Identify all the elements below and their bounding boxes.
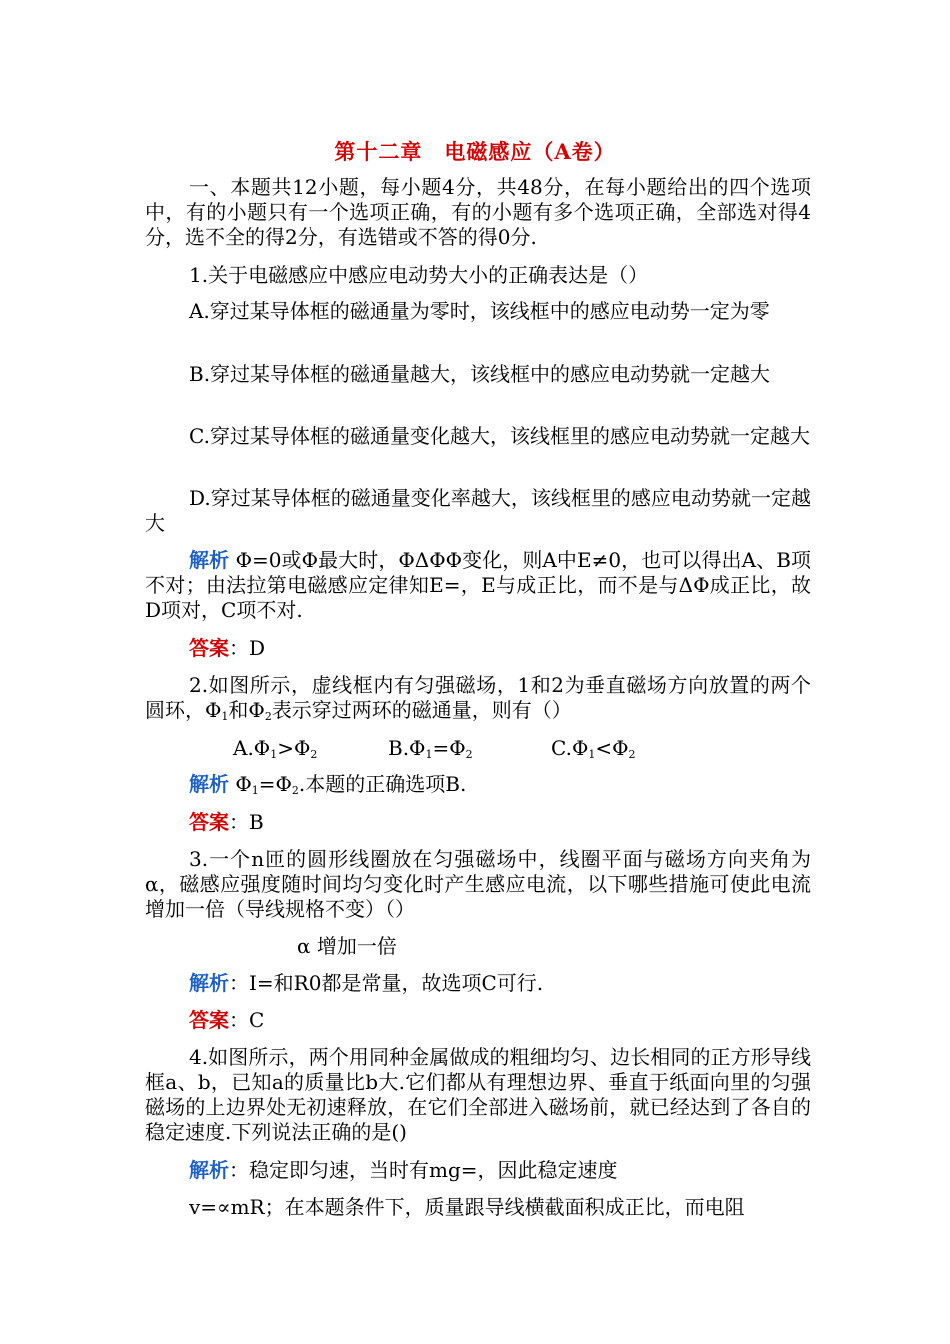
q1-option-d: D.穿过某导体框的磁通量变化率越大，该线框里的感应电动势就一定越大 <box>145 486 811 535</box>
q1-analysis <box>145 548 811 623</box>
analysis-label: 解析 <box>189 971 229 995</box>
answer-label: 答案 <box>189 1008 229 1032</box>
analysis-label: 解析 <box>189 772 229 796</box>
q1-option-c: C.穿过某导体框的磁通量变化越大，该线框里的感应电动势就一定越大 <box>189 424 810 448</box>
q1-answer <box>145 636 811 661</box>
answer-label: 答案 <box>189 810 229 834</box>
q2-stem: 2.如图所示，虚线框内有匀强磁场，1和2为垂直磁场方向放置的两个圆环，$\Phi_1$和$\Phi_2$表示穿过两环的磁通量，则有（） <box>145 673 811 723</box>
q2-option-c: $C.\Phi_1<\Phi_2$ <box>551 736 636 761</box>
analysis-text: ：稳定即匀速，当时有mg=，因此稳定速度 <box>229 1158 618 1182</box>
q4-continued-line: v=∝mR；在本题条件下，质量跟导线横截面积成正比，而电阻 <box>189 1195 745 1219</box>
answer-text: ：C <box>229 1008 265 1032</box>
q3-analysis <box>145 971 811 996</box>
q2-options <box>145 736 811 761</box>
chapter-title: 第十二章 电磁感应（A卷） <box>334 139 616 164</box>
answer-text: ：D <box>229 636 266 660</box>
q2-option-b: $B.\Phi_1=\Phi_2$ <box>388 736 473 761</box>
analysis-text: Φ=0或Φ最大时，ΦΔΦΦ变化，则A中E≠0，也可以得出A、B项不对；由法拉第电磁感应定律知E=，E与成正比，而不是与ΔΦ成正比，故D项对，C项不对. <box>145 548 811 622</box>
q1-stem: 1.关于电磁感应中感应电动势大小的正确表达是（） <box>189 263 649 287</box>
q1-option-b: B.穿过某导体框的磁通量越大，该线框中的感应电动势就一定越大 <box>189 362 771 386</box>
analysis-text: ：I=和R0都是常量，故选项C可行. <box>229 971 544 995</box>
q4-stem: 4.如图所示，两个用同种金属做成的粗细均匀、边长相同的正方形导线框a、b，已知a的质量比b大.它们都从有理想边界、垂直于纸面向里的匀强磁场的上边界处无初速释放，在它们全部进入磁场前，就已经达到了各自的稳定速度.下列说法正确的是() <box>145 1045 811 1144</box>
q4-analysis <box>145 1158 811 1183</box>
answer-text: ：B <box>229 810 264 834</box>
answer-label: 答案 <box>189 636 229 660</box>
q2-option-a: $A.\Phi_1>\Phi_2$ <box>233 736 318 761</box>
analysis-label: 解析 <box>189 548 230 572</box>
q3-stem: 3.一个n匝的圆形线圈放在匀强磁场中，线圈平面与磁场方向夹角为α，磁感应强度随时间均匀变化时产生感应电流，以下哪些措施可使此电流增加一倍（导线规格不变）（） <box>145 847 811 921</box>
instructions-paragraph: 一、本题共12小题，每小题4分，共48分，在每小题给出的四个选项中，有的小题只有一个选项正确，有的小题有多个选项正确，全部选对得4分，选不全的得2分，有选错或不答的得0分. <box>145 175 811 249</box>
q3-answer <box>145 1008 811 1033</box>
q2-answer <box>145 810 811 835</box>
analysis-label: 解析 <box>189 1158 229 1182</box>
q3-option: α 增加一倍 <box>297 934 397 958</box>
q1-option-a: A.穿过某导体框的磁通量为零时，该线框中的感应电动势一定为零 <box>189 299 770 323</box>
q2-analysis: 解析 $\Phi_1=\Phi_2$.本题的正确选项B. <box>189 772 467 797</box>
